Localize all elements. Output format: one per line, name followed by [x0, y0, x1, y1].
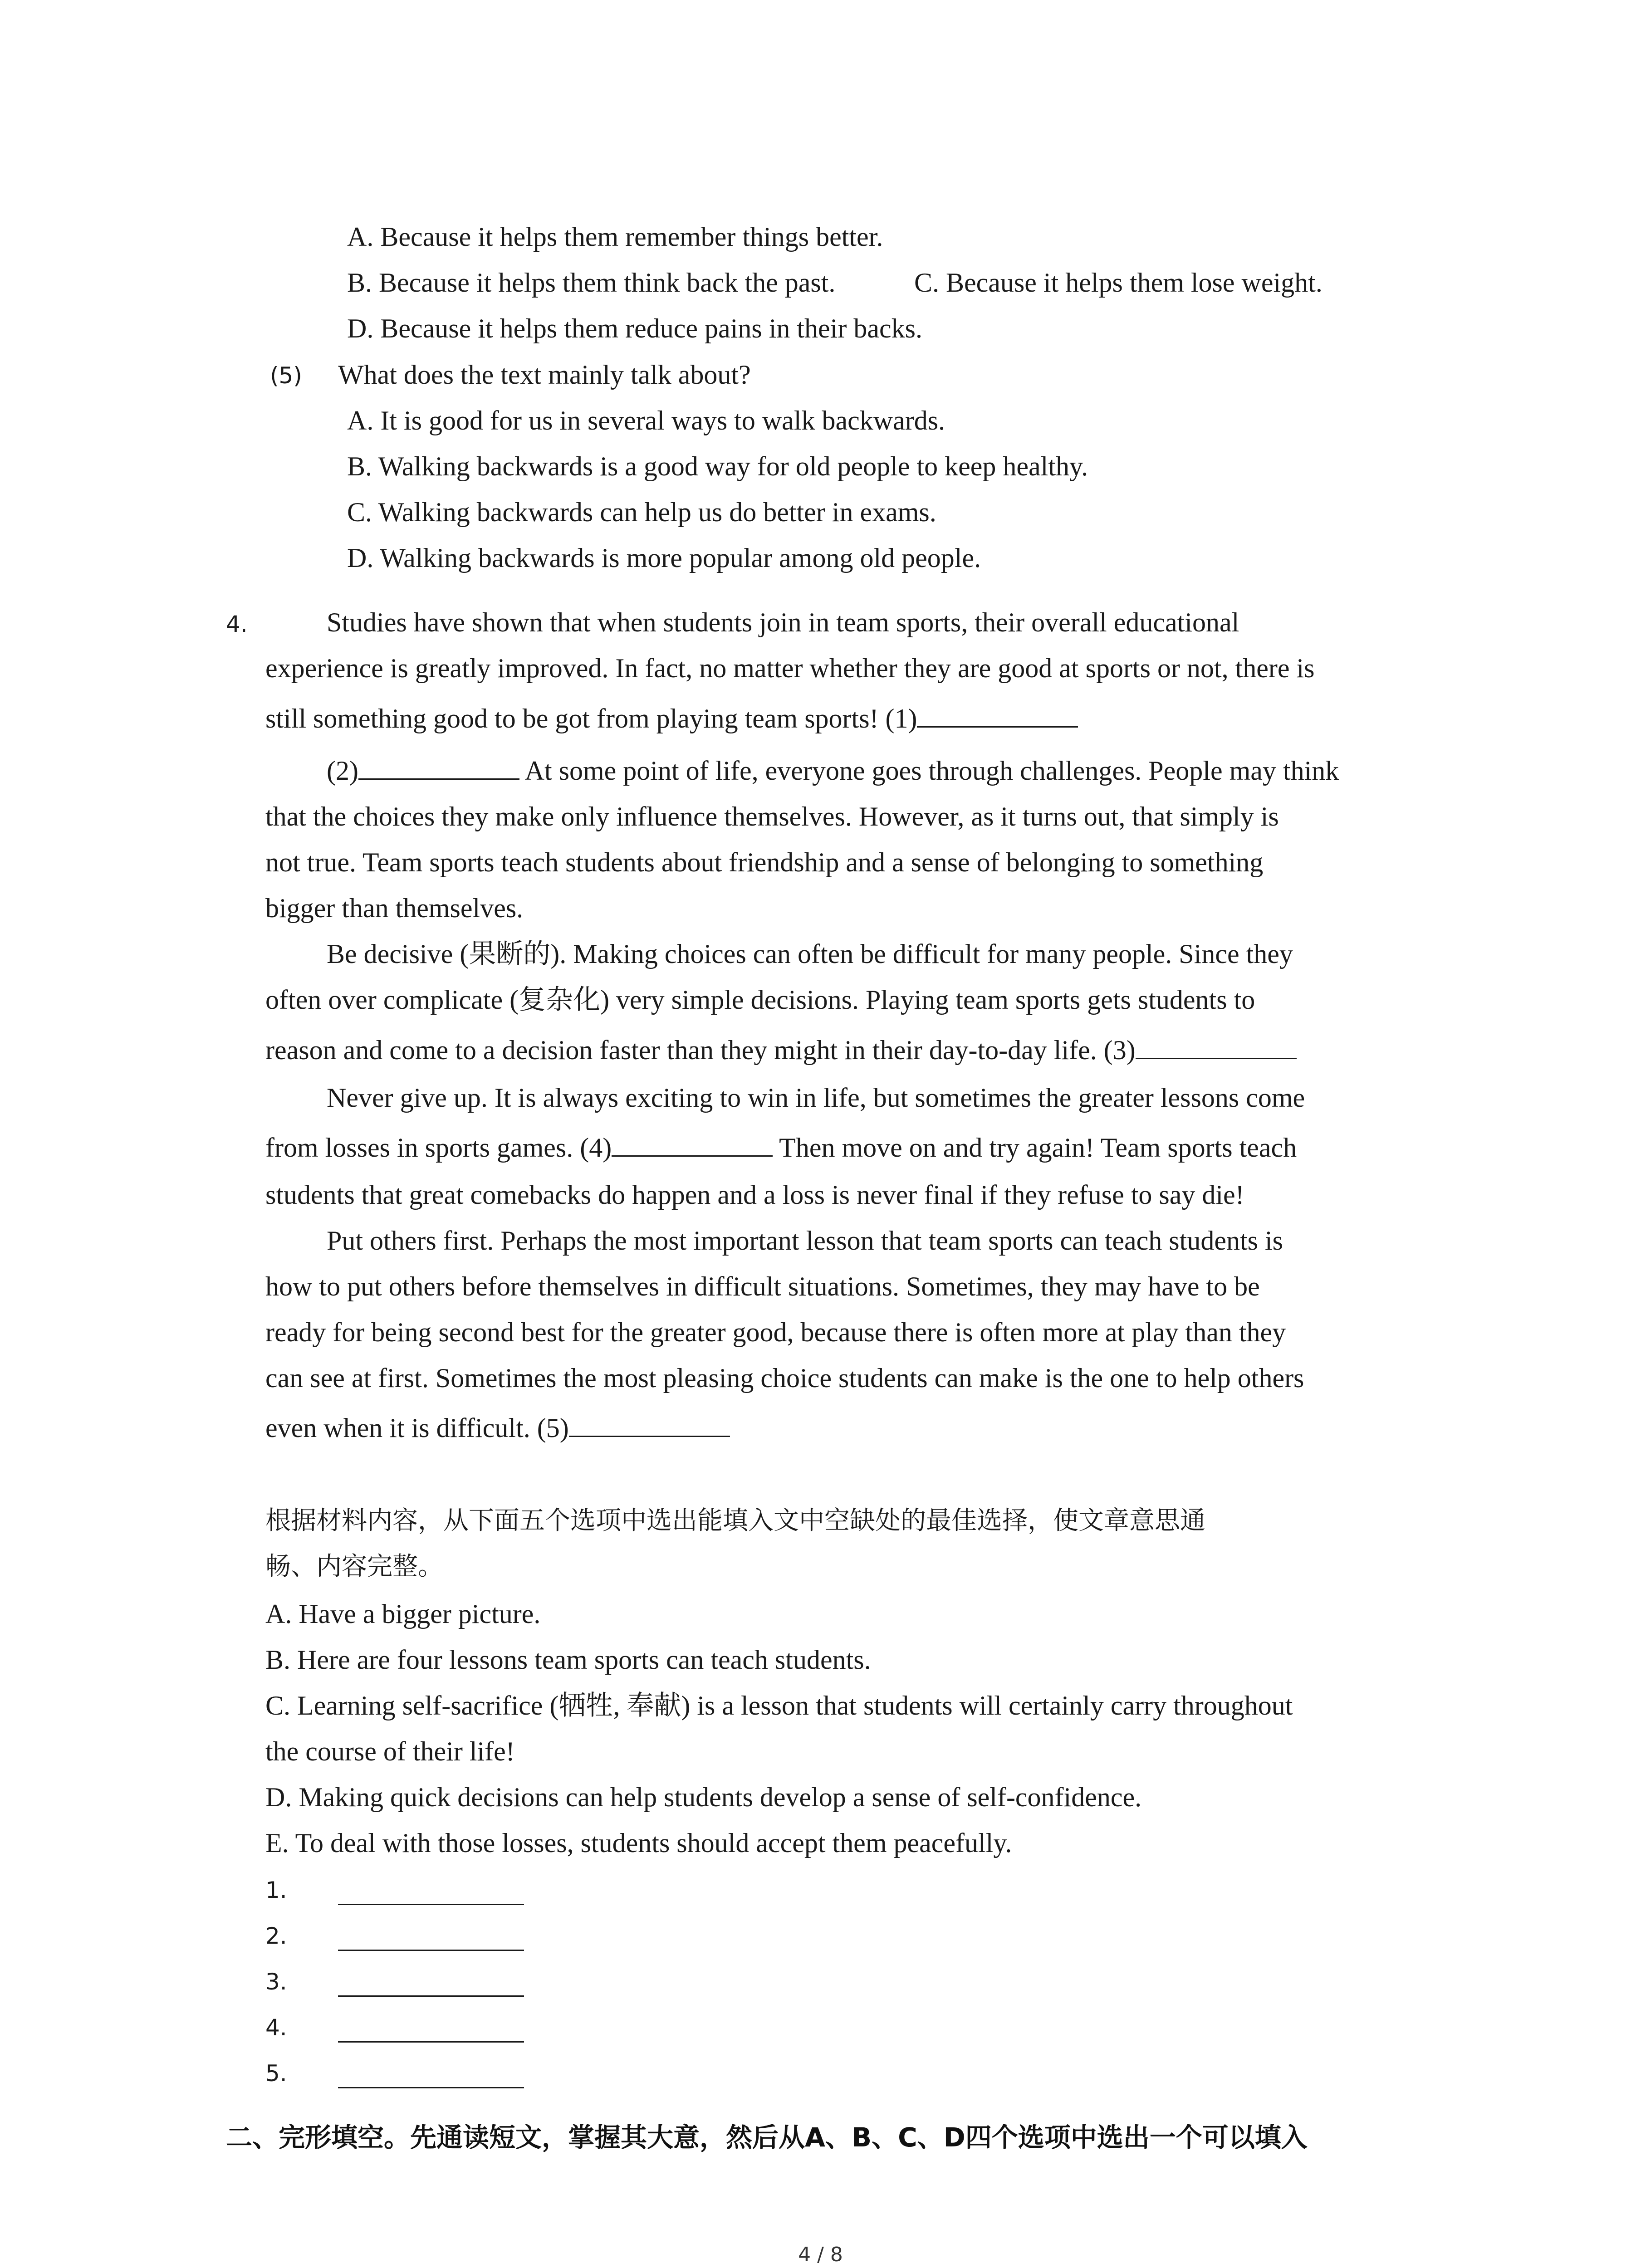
- passage-4-p1-line-3-text: still something good to be got from playing team sports! (1): [265, 704, 917, 733]
- passage-4-p1-line-2: experience is greatly improved. In fact, no matter whether they are good at sports or not, there is: [265, 653, 1315, 683]
- passage-4-p5-line-4: can see at first. Sometimes the most pleasing choice students can make is the one to help others: [265, 1363, 1304, 1393]
- passage-4-p4-line-2: [265, 1131, 1297, 1164]
- passage-4-p2-line-2: that the choices they make only influence themselves. However, as it turns out, that simply is: [265, 802, 1279, 831]
- passage-4-p5-line-1: Put others first. Perhaps the most important lesson that team sports can teach students is: [327, 1226, 1283, 1256]
- blank-5: [569, 1412, 730, 1437]
- choice-c-line-2: the course of their life!: [265, 1736, 515, 1766]
- choice-d: D. Making quick decisions can help students develop a sense of self-confidence.: [265, 1782, 1142, 1812]
- answer-label-2: 2.: [265, 1923, 287, 1949]
- passage-4-p2-line-3: not true. Team sports teach students about friendship and a sense of belonging to something: [265, 847, 1264, 877]
- passage-4-p2-line-1-pre: (2): [327, 756, 358, 786]
- passage-4-p3-line-1: Be decisive (果断的). Making choices can often be difficult for many people. Since they: [327, 939, 1293, 969]
- passage-4-p2-line-1: [327, 754, 1339, 787]
- answer-line-2[interactable]: [338, 1950, 524, 1951]
- question-5-number: (5): [270, 362, 302, 389]
- passage-4-p2-line-1-post: At some point of life, everyone goes through challenges. People may think: [519, 756, 1339, 786]
- choice-b: B. Here are four lessons team sports can teach students.: [265, 1645, 871, 1675]
- passage-4-p4-line-2-pre: from losses in sports games. (4): [265, 1133, 612, 1163]
- option-5d: D. Walking backwards is more popular among old people.: [347, 543, 981, 573]
- option-5b: B. Walking backwards is a good way for old people to keep healthy.: [347, 451, 1088, 481]
- option-4d: D. Because it helps them reduce pains in their backs.: [347, 313, 922, 343]
- answer-label-3: 3.: [265, 1969, 287, 1995]
- blank-2: [358, 755, 519, 780]
- option-5c: C. Walking backwards can help us do better in exams.: [347, 497, 936, 527]
- answer-label-4: 4.: [265, 2014, 287, 2041]
- passage-4-p3-line-2: often over complicate (复杂化) very simple decisions. Playing team sports gets students to: [265, 985, 1255, 1015]
- answer-line-1[interactable]: [338, 1904, 524, 1905]
- choice-c-line-1: C. Learning self-sacrifice (牺牲, 奉献) is a lesson that students will certainly carry throughout: [265, 1691, 1293, 1721]
- choice-a: A. Have a bigger picture.: [265, 1599, 541, 1629]
- answer-line-4[interactable]: [338, 2041, 524, 2043]
- instructions-line-1: 根据材料内容，从下面五个选项中选出能填入文中空缺处的最佳选择，使文章意思通: [265, 1506, 1205, 1535]
- blank-3: [1136, 1034, 1297, 1059]
- passage-4-p4-line-3: students that great comebacks do happen and a loss is never final if they refuse to say die!: [265, 1180, 1244, 1210]
- question-5-stem: What does the text mainly talk about?: [338, 360, 751, 390]
- answer-line-3[interactable]: [338, 1995, 524, 1997]
- passage-4-p1-line-3: [265, 702, 1078, 735]
- option-4c: C. Because it helps them lose weight.: [914, 268, 1323, 298]
- answer-label-5: 5.: [265, 2060, 287, 2087]
- passage-4-p3-line-3: [265, 1034, 1297, 1066]
- option-4a: A. Because it helps them remember things better.: [347, 222, 883, 252]
- answer-line-5[interactable]: [338, 2087, 524, 2088]
- passage-4-p2-line-4: bigger than themselves.: [265, 893, 524, 923]
- passage-4-p1-line-1: Studies have shown that when students join in team sports, their overall educational: [327, 607, 1239, 637]
- option-4b: B. Because it helps them think back the past.: [347, 268, 836, 298]
- option-5a: A. It is good for us in several ways to walk backwards.: [347, 406, 945, 435]
- answer-label-1: 1.: [265, 1877, 287, 1903]
- passage-4-p3-line-3-text: reason and come to a decision faster than they might in their day-to-day life. (3): [265, 1035, 1136, 1065]
- blank-4: [612, 1132, 773, 1157]
- passage-4-p5-line-5-text: even when it is difficult. (5): [265, 1413, 569, 1443]
- passage-4-p5-line-2: how to put others before themselves in difficult situations. Sometimes, they may have to be: [265, 1271, 1260, 1301]
- passage-4-p4-line-1: Never give up. It is always exciting to win in life, but sometimes the greater lessons come: [327, 1083, 1305, 1113]
- page-number: 4 / 8: [798, 2243, 843, 2266]
- passage-4-p5-line-5: [265, 1412, 730, 1444]
- instructions-line-2: 畅、内容完整。: [265, 1552, 443, 1581]
- section-2-heading: 二、完形填空。先通读短文，掌握其大意，然后从A、B、C、D四个选项中选出一个可以填入: [226, 2122, 1308, 2153]
- choice-e: E. To deal with those losses, students should accept them peacefully.: [265, 1828, 1012, 1858]
- passage-4-number: 4.: [226, 611, 248, 637]
- passage-4-p5-line-3: ready for being second best for the greater good, because there is often more at play than they: [265, 1317, 1286, 1347]
- passage-4-p4-line-2-post: Then move on and try again! Team sports teach: [773, 1133, 1297, 1163]
- blank-1: [917, 703, 1078, 728]
